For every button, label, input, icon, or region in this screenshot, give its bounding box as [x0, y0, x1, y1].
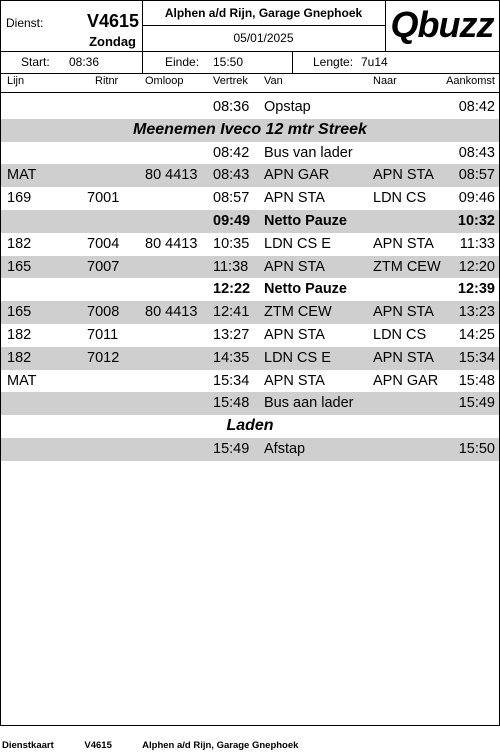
col-van: Van — [264, 75, 283, 87]
cell-aankomst: 08:43 — [458, 144, 495, 161]
cell-lijn: 182 — [7, 235, 32, 252]
cell-lijn: MAT — [7, 372, 37, 389]
cell-van: APN STA — [264, 326, 325, 343]
cell-vertrek: 14:35 — [213, 349, 250, 366]
cell-vertrek: 12:22 — [213, 281, 251, 298]
divider — [142, 51, 143, 73]
cell-aankomst: 15:49 — [458, 395, 495, 412]
cell-aankomst: 09:46 — [458, 190, 495, 207]
cell-lijn: MAT — [7, 167, 37, 184]
cell-ritnr: 7008 — [87, 304, 120, 321]
cell-omloop: 80 4413 — [145, 235, 198, 252]
dienst-label: Dienst: — [6, 16, 44, 30]
section-title: Meenemen Iveco 12 mtr Streek — [133, 120, 367, 138]
cell-vertrek: 08:57 — [213, 190, 250, 207]
cell-aankomst: 14:25 — [458, 326, 495, 343]
cell-aankomst: 12:20 — [458, 258, 495, 275]
section-title: Laden — [226, 417, 274, 435]
cell-van: Bus aan lader — [264, 395, 354, 412]
table-row — [1, 438, 499, 461]
dienst-box — [1, 1, 143, 51]
cell-vertrek: 15:34 — [213, 372, 250, 389]
cell-van: APN STA — [264, 258, 325, 275]
cell-van: Afstap — [264, 440, 306, 457]
cell-aankomst: 15:48 — [458, 372, 495, 389]
qbuzz-logo: Qbuzz — [390, 4, 494, 45]
cell-lijn: 182 — [7, 326, 32, 343]
date: 05/01/2025 — [233, 31, 294, 45]
cell-naar: LDN CS — [373, 190, 427, 207]
col-aankomst: Aankomst — [446, 75, 495, 87]
cell-van: APN STA — [264, 190, 325, 207]
location-name: Alphen a/d Rijn, Garage Gnephoek — [142, 1, 385, 26]
table-row — [1, 324, 499, 347]
section-row — [1, 119, 499, 142]
cell-van: LDN CS E — [264, 235, 331, 252]
time-summary — [1, 51, 499, 74]
cell-van: Bus van lader — [264, 144, 353, 161]
lengte-label: Lengte: — [313, 55, 354, 69]
cell-vertrek: 08:42 — [213, 144, 250, 161]
cell-naar: APN STA — [373, 304, 434, 321]
cell-vertrek: 15:49 — [213, 440, 250, 457]
cell-aankomst: 10:32 — [457, 212, 495, 229]
col-omloop: Omloop — [145, 75, 184, 87]
cell-ritnr: 7007 — [87, 258, 120, 275]
cell-naar: APN GAR — [373, 372, 439, 389]
start-label: Start: — [21, 55, 50, 69]
cell-aankomst: 15:34 — [458, 349, 495, 366]
col-vertrek: Vertrek — [213, 75, 248, 87]
cell-van: APN STA — [264, 372, 325, 389]
col-lijn: Lijn — [7, 75, 25, 87]
footer-label: Dienstkaart — [2, 740, 54, 751]
table-row — [1, 301, 499, 324]
table-row — [1, 210, 499, 233]
cell-aankomst: 15:50 — [458, 440, 495, 457]
cell-lijn: 169 — [7, 190, 32, 207]
cell-aankomst: 11:33 — [459, 235, 495, 252]
cell-van: Netto Pauze — [264, 281, 347, 298]
cell-omloop: 80 4413 — [145, 304, 198, 321]
schedule-rows — [1, 96, 499, 461]
table-row — [1, 164, 499, 187]
cell-vertrek: 13:27 — [213, 326, 250, 343]
table-row — [1, 96, 499, 119]
cell-van: Netto Pauze — [264, 212, 347, 229]
cell-ritnr: 7011 — [87, 326, 119, 343]
cell-vertrek: 09:49 — [213, 212, 251, 229]
einde-label: Einde: — [165, 55, 200, 69]
cell-vertrek: 08:36 — [213, 99, 250, 115]
location-box — [142, 1, 386, 51]
cell-vertrek: 12:41 — [213, 304, 250, 321]
section-row — [1, 415, 499, 438]
dienst-number: V4615 — [86, 11, 139, 31]
cell-lijn: 165 — [7, 304, 32, 321]
cell-aankomst: 13:23 — [458, 304, 495, 321]
lengte-value: 7u14 — [361, 55, 388, 69]
cell-lijn: 182 — [7, 349, 32, 366]
cell-naar: APN STA — [373, 349, 434, 366]
table-row — [1, 142, 499, 165]
cell-van: LDN CS E — [264, 349, 331, 366]
table-row — [1, 256, 499, 279]
table-row — [1, 233, 499, 256]
cell-van: APN GAR — [264, 167, 330, 184]
cell-vertrek: 08:43 — [213, 167, 250, 184]
col-ritnr: Ritnr — [95, 75, 119, 87]
day-label: Zondag — [89, 34, 136, 49]
cell-naar: APN STA — [373, 167, 434, 184]
table-row — [1, 392, 499, 415]
cell-van: ZTM CEW — [264, 304, 332, 321]
cell-vertrek: 15:48 — [213, 395, 250, 412]
cell-lijn: 165 — [7, 258, 32, 275]
col-naar: Naar — [373, 75, 397, 87]
cell-omloop: 80 4413 — [145, 167, 198, 184]
divider — [292, 51, 293, 73]
cell-naar: ZTM CEW — [373, 258, 441, 275]
table-row — [1, 370, 499, 393]
cell-ritnr: 7012 — [87, 349, 120, 366]
cell-aankomst: 08:57 — [458, 167, 495, 184]
cell-van: Opstap — [264, 99, 311, 115]
footer — [2, 740, 326, 751]
cell-ritnr: 7001 — [87, 190, 120, 207]
table-row — [1, 278, 499, 301]
footer-location: Alphen a/d Rijn, Garage Gnephoek — [142, 740, 299, 751]
column-header — [1, 73, 499, 93]
table-row — [1, 187, 499, 210]
table-row — [1, 347, 499, 370]
start-time: 08:36 — [69, 55, 100, 69]
einde-time: 15:50 — [213, 55, 244, 69]
cell-ritnr: 7004 — [87, 235, 120, 252]
header-top — [1, 1, 499, 52]
cell-aankomst: 08:42 — [458, 99, 495, 115]
cell-aankomst: 12:39 — [457, 281, 495, 298]
cell-vertrek: 11:38 — [213, 258, 249, 275]
cell-vertrek: 10:35 — [213, 235, 250, 252]
cell-naar: APN STA — [373, 235, 434, 252]
cell-naar: LDN CS — [373, 326, 427, 343]
footer-dienst: V4615 — [84, 740, 112, 751]
